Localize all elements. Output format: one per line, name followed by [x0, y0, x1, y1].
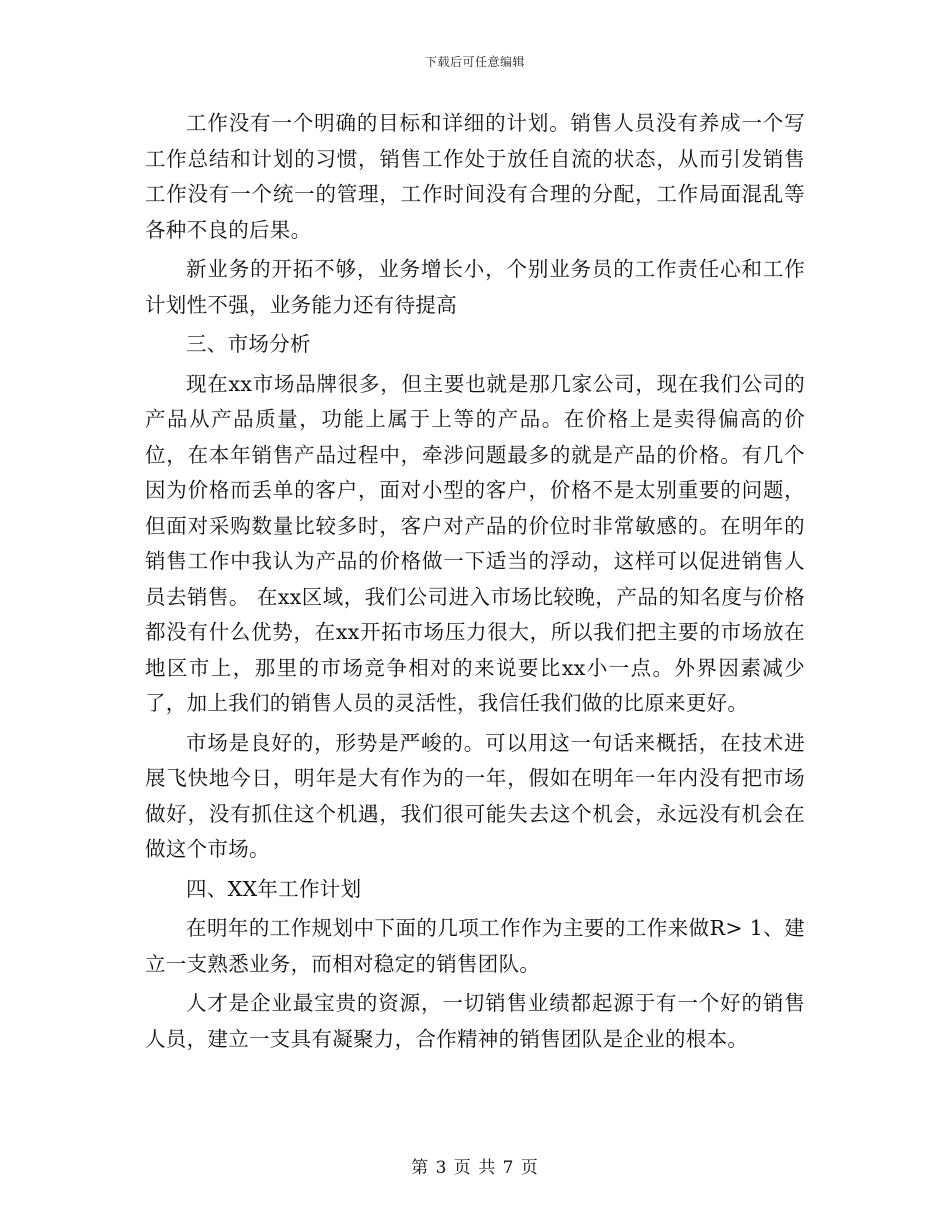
paragraph-work-plan-issue: 工作没有一个明确的目标和详细的计划。销售人员没有养成一个写工作总结和计划的习惯，销售工作处于放任自流的状态，从而引发销售工作没有一个统一的管理，工作时间没有合理的分配，工作局面混乱等各种不良的后果。: [145, 111, 805, 242]
paragraph-plan-items: 在明年的工作规划中下面的几项工作作为主要的工作来做R> 1、建立一支熟悉业务，而相对稳定的销售团队。: [145, 916, 805, 976]
page-number-footer: 第 3 页 共 7 页: [411, 1158, 539, 1178]
document-body: [145, 106, 805, 1057]
paragraph-business-expansion: 新业务的开拓不够，业务增长小，个别业务员的工作责任心和工作计划性不强，业务能力还有待提高: [145, 257, 805, 317]
paragraph-market-brands: 现在xx市场品牌很多，但主要也就是那几家公司，现在我们公司的产品从产品质量，功能上属于上等的产品。在价格上是卖得偏高的价位，在本年销售产品过程中，牵涉问题最多的就是产品的价格。有几个因为价格而丢单的客户，面对小型的客户，价格不是太别重要的问题，但面对采购数量比较多时，客户对产品的价位时非常敏感的。在明年的销售工作中我认为产品的价格做一下适当的浮动，这样可以促进销售人员去销售。 在xx区域，我们公司进入市场比较晚，产品的知名度与价格都没有什么优势，在xx开拓市场压力很大，所以我们把主要的市场放在地区市上，那里的市场竞争相对的来说要比xx小一点。外界因素减少了，加上我们的销售人员的灵活性，我信任我们做的比原来更好。: [145, 371, 805, 715]
page-header: 下载后可任意编辑: [424, 55, 525, 69]
section-heading-market-analysis: 三、市场分析: [186, 332, 311, 356]
paragraph-market-outlook: 市场是良好的，形势是严峻的。可以用这一句话来概括，在技术进展飞快地今日，明年是大有作为的一年，假如在明年一年内没有把市场做好，没有抓住这个机遇，我们很可能失去这个机会，永远没有机会在做这个市场。: [145, 730, 805, 861]
paragraph-talent: 人才是企业最宝贵的资源，一切销售业绩都起源于有一个好的销售人员，建立一支具有凝聚力，合作精神的销售团队是企业的根本。: [145, 991, 805, 1051]
section-heading-work-plan: 四、XX年工作计划: [186, 876, 362, 901]
